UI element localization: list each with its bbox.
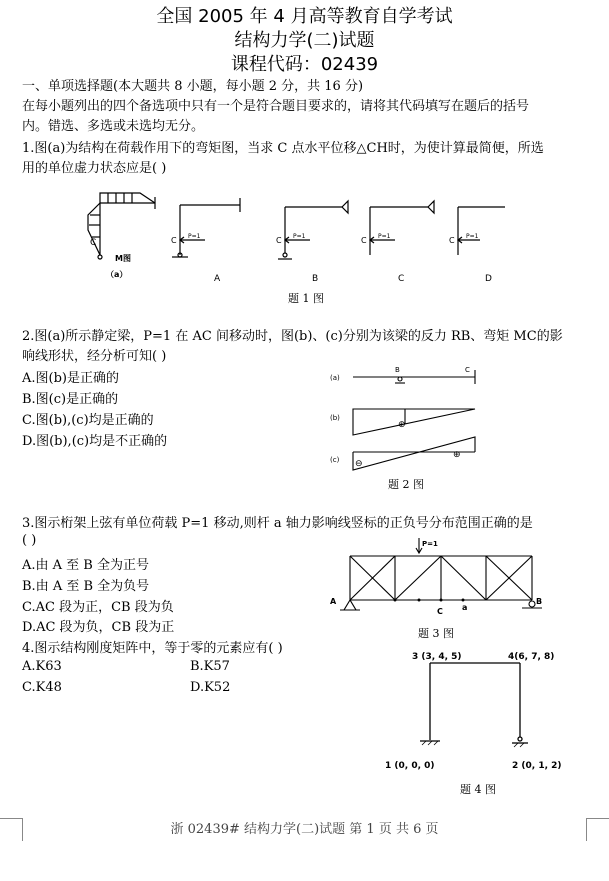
instruction-line-2: 内。错选、多选或未选均无分。 [22,119,205,134]
q2-label-B: B [395,366,400,374]
q1-option-c-label: C [398,274,405,284]
q4-option-a: A.K63 [22,659,62,674]
page-footer: 浙 02439# 结构力学(二)试题 第 1 页 共 6 页 [170,822,439,837]
q1-b-p: P=1 [293,233,306,240]
q2-caption: 题 2 图 [388,478,424,491]
q1-figure [80,185,510,285]
q1-c-c: C [361,236,367,245]
q1-c-p: P=1 [378,233,391,240]
q4-option-b: B.K57 [190,659,230,674]
q1-caption: 题 1 图 [288,292,324,305]
q3-label-B: B [536,597,543,606]
q2-option-c: C.图(b),(c)均是正确的 [22,413,154,428]
q2-option-b: B.图(c)是正确的 [22,392,119,407]
q3-figure [322,538,552,630]
q2-option-a: A.图(b)是正确的 [22,371,119,386]
q3-label-A: A [330,597,337,606]
q4-option-c: C.K48 [22,680,62,695]
q1-option-b-label: B [312,274,319,284]
q4-caption: 题 4 图 [460,783,496,796]
q2-plus-b: ⊕ [398,420,406,430]
q3-caption: 题 3 图 [418,627,454,640]
q3-label-a: a [462,603,468,612]
q2-label-b: (b) [330,414,340,422]
q4-node-3: 3 (3, 4, 5) [412,652,462,662]
q1-d-c: C [449,236,455,245]
q1-label-m: M图 [115,254,131,263]
q1-a-c: C [171,236,177,245]
q2-label-c: (c) [330,456,340,464]
q3-option-a: A.由 A 至 B 全为正号 [22,558,149,573]
q4-node-1: 1 (0, 0, 0) [385,761,435,771]
exam-subtitle: 结构力学(二)试题 [234,30,375,51]
exam-title: 全国 2005 年 4 月高等教育自学考试 [156,6,453,27]
q4-node-2: 2 (0, 1, 2) [512,761,562,771]
q2-figure [325,362,495,474]
q1-a-p: P=1 [188,233,201,240]
course-code: 课程代码：02439 [230,54,379,75]
q2-text-line-2: 响线形状，经分析可知( ) [22,349,167,364]
q1-label-a: （a） [106,270,128,279]
q2-minus-c: ⊖ [355,459,363,469]
q1-option-d-label: D [485,274,492,284]
q3-text-line-2: ( ) [22,533,37,548]
q2-label-C: C [465,366,470,374]
q1-text-line-2: 用的单位虚力状态应是( ) [22,161,167,176]
q3-option-d: D.AC 段为负，CB 段为正 [22,620,175,635]
q2-plus-c: ⊕ [453,450,461,460]
instruction-line-1: 在每小题列出的四个备选项中只有一个是符合题目要求的，请将其代码填写在题后的括号 [22,99,530,114]
q4-option-d: D.K52 [190,680,231,695]
q1-d-p: P=1 [466,233,479,240]
q4-node-4: 4(6, 7, 8) [508,652,555,662]
q2-label-a: (a) [330,374,340,382]
q1-b-c: C [276,236,282,245]
q1-text-line-1: 1.图(a)为结构在荷载作用下的弯矩图，当求 C 点水平位移△CH时，为使计算最简便，所选 [22,141,544,156]
q4-figure [380,645,580,780]
q3-option-b: B.由 A 至 B 全为负号 [22,579,150,594]
q3-option-c: C.AC 段为正，CB 段为负 [22,600,174,615]
q1-option-a-label: A [214,274,221,284]
q2-text-line-1: 2.图(a)所示静定梁，P=1 在 AC 间移动时，图(b)、(c)分别为该梁的反力 RB、弯矩 MC的影 [22,329,563,344]
q3-label-C: C [437,607,443,616]
q4-text-line: 4.图示结构刚度矩阵中，等于零的元素应有( ) [22,641,283,656]
q2-option-d: D.图(b),(c)均是不正确的 [22,434,168,449]
section-heading: 一、单项选择题(本大题共 8 小题，每小题 2 分，共 16 分) [22,79,364,94]
q3-load-label: P=1 [422,540,438,548]
q1-label-c: C [90,238,97,248]
q3-text-line-1: 3.图示桁架上弦有单位荷载 P=1 移动,则杆 a 轴力影响线竖标的正负号分布范围正确的是 [22,516,533,531]
